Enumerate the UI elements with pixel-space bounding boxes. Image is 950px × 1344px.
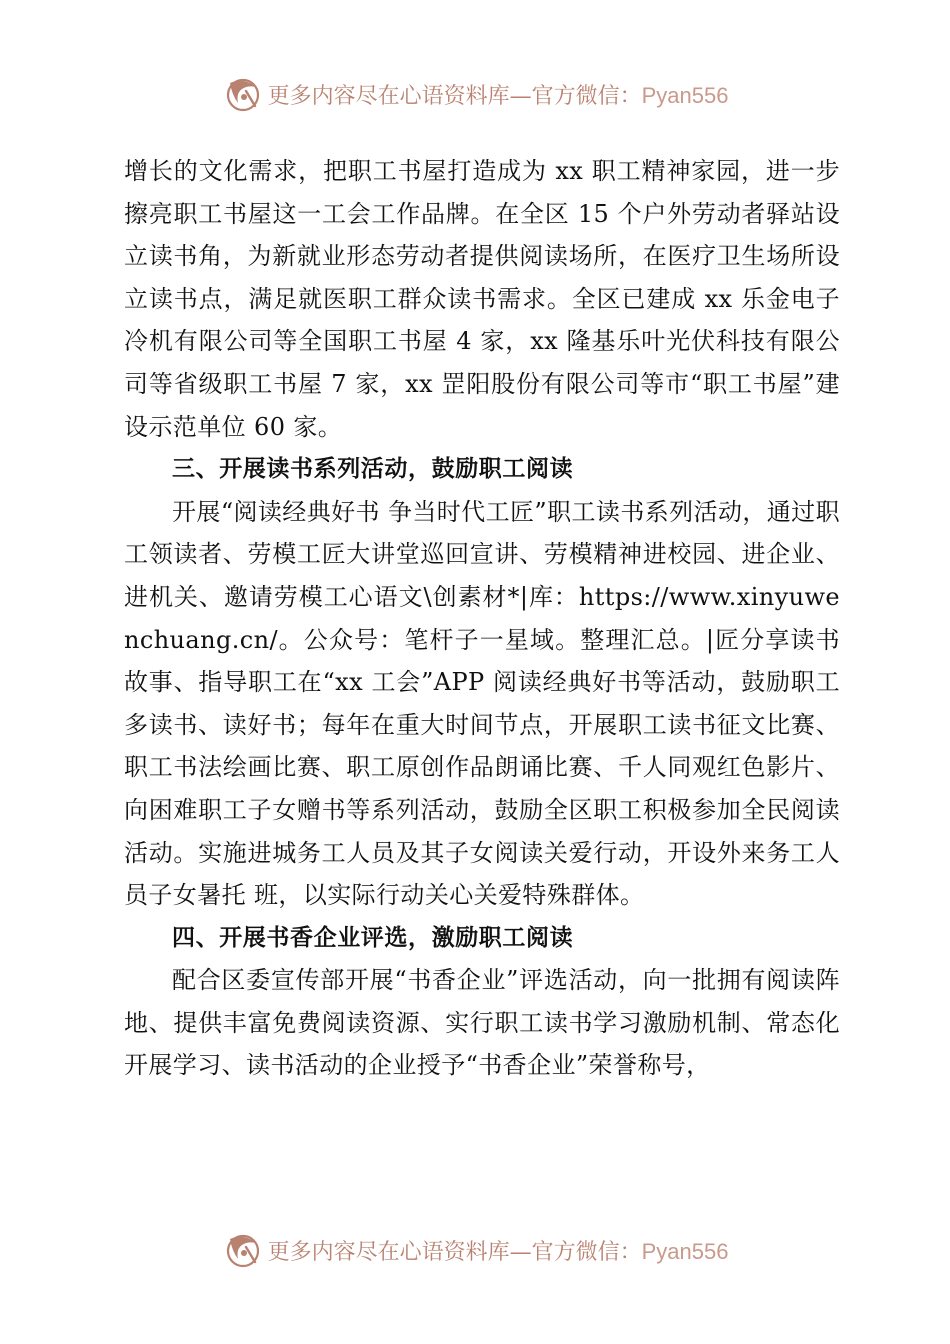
header-watermark bbox=[0, 72, 950, 116]
logo-icon bbox=[222, 1229, 264, 1271]
section-heading-3: 三、开展读书系列活动，鼓励职工阅读 bbox=[172, 456, 574, 483]
footer-watermark bbox=[0, 1228, 950, 1272]
watermark-label: 更多内容尽在心语资料库—官方微信： bbox=[267, 1239, 642, 1265]
paragraph-book-enterprise: 配合区委宣传部开展“书香企业”评选活动，向一批拥有阅读阵地、提供丰富免费阅读资源、实行职工读书学习激励机制、常态化开展学习、读书活动的企业授予“书香企业”荣誉称号， bbox=[124, 966, 840, 1080]
watermark-handle: Pyan556 bbox=[641, 1238, 729, 1264]
document-body bbox=[124, 150, 840, 1087]
paragraph-reading-activities: 开展“阅读经典好书 争当时代工匠”职工读书系列活动，通过职工领读者、劳模工匠大讲堂巡回宣讲、劳模精神进校园、进企业、进机关、邀请劳模工心语文\创素材*|库：https://www.xinyuwenchuang.cn/。公众号：笔杆子一星域。整理汇总。|匠分享读书故事、指导职工在“xx 工会”APP 阅读经典好书等活动，鼓励职工多读书、读好书；每年在重大时间节点，开展职工读书征文比赛、职工书法绘画比赛、职工原创作品朗诵比赛、千人同观红色影片、向困难职工子女赠书等系列活动，鼓励全区职工积极参加全民阅读活动。实施进城务工人员及其子女阅读关爱行动，开设外来务工人员子女暑托 班，以实际行动关心关爱特殊群体。 bbox=[124, 497, 840, 910]
watermark-text bbox=[268, 79, 729, 110]
logo-icon bbox=[222, 73, 264, 115]
paragraph-continued: 增长的文化需求，把职工书屋打造成为 xx 职工精神家园，进一步擦亮职工书屋这一工会工作品牌。在全区 15 个户外劳动者驿站设立读书角，为新就业形态劳动者提供阅读场所，在医疗卫生场所设立读书点，满足就医职工群众读书需求。全区已建成 xx 乐金电子冷机有限公司等全国职工书屋 4 家，xx 隆基乐叶光伏科技有限公司等省级职工书屋 7 家，xx 罡阳股份有限公司等市“职工书屋”建设示范单位 60 家。 bbox=[124, 157, 840, 441]
watermark-handle: Pyan556 bbox=[641, 82, 729, 108]
watermark-label: 更多内容尽在心语资料库—官方微信： bbox=[267, 83, 642, 109]
section-heading-4: 四、开展书香企业评选，激励职工阅读 bbox=[172, 924, 574, 951]
watermark-text bbox=[268, 1235, 729, 1266]
